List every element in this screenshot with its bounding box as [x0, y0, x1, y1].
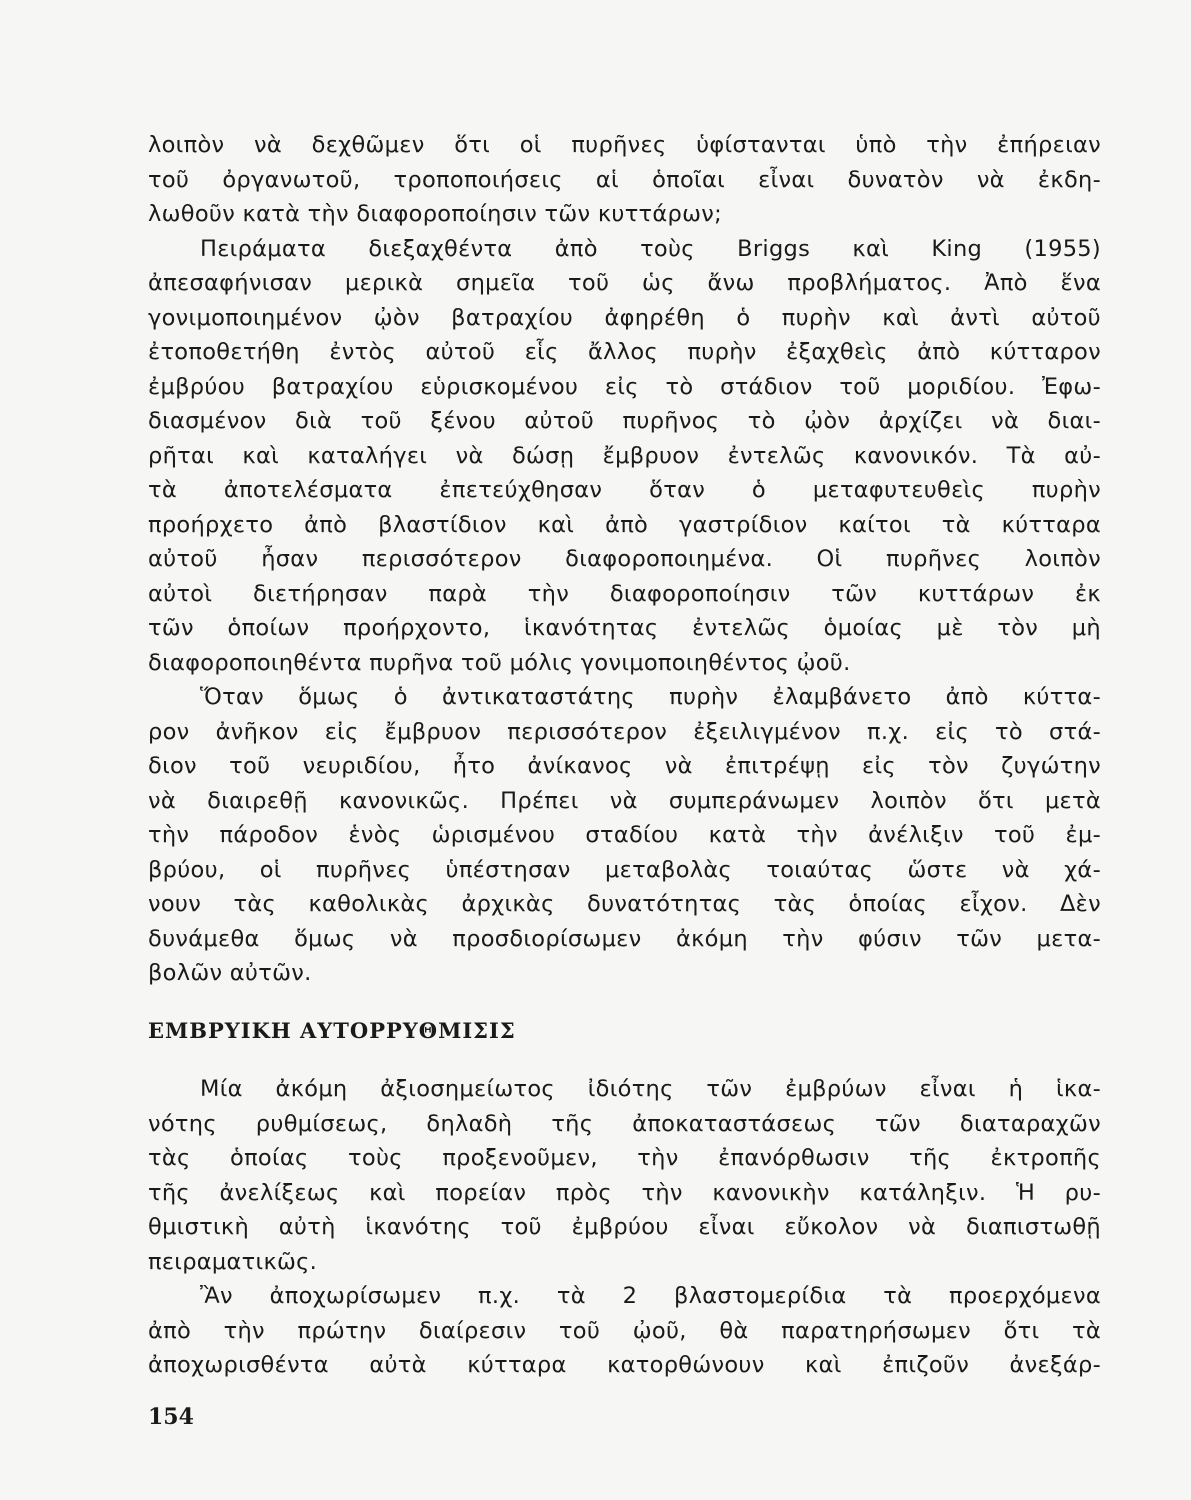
main-paragraphs: [148, 128, 1101, 991]
text-line: τὰς ὁποίας τοὺς προξενοῦμεν, τὴν ἐπανόρθωσιν τῆς ἐκτροπῆς: [148, 1145, 1101, 1171]
text-line: αὐτοῦ ἦσαν περισσότερον διαφοροποιημένα. Οἱ πυρῆνες λοιπὸν: [148, 546, 1101, 572]
text-line: ἀπὸ τὴν πρώτην διαίρεσιν τοῦ ᾠοῦ, θὰ παρατηρήσωμεν ὅτι τὰ: [148, 1317, 1101, 1344]
text-line: νουν τὰς καθολικὰς ἀρχικὰς δυνατότητας τὰς ὁποίας εἶχον. Δὲν: [148, 891, 1101, 917]
text-line: Ἂν ἀποχωρίσωμεν π.χ. τὰ 2 βλαστομερίδια τὰ προερχόμενα: [200, 1283, 1101, 1309]
text-line: τὰ ἀποτελέσματα ἐπετεύχθησαν ὅταν ὁ μεταφυτευθεὶς πυρὴν: [148, 477, 1101, 503]
text-line: δυνάμεθα ὅμως νὰ προσδιορίσωμεν ἀκόμη τὴν φύσιν τῶν μετα-: [148, 925, 1101, 952]
text-line: βολῶν αὐτῶν.: [148, 960, 312, 986]
text-line: γονιμοποιημένον ᾠὸν βατραχίου ἀφηρέθη ὁ πυρὴν καὶ ἀντὶ αὐτοῦ: [148, 304, 1101, 331]
text-line: διασμένον διὰ τοῦ ξένου αὐτοῦ πυρῆνος τὸ ᾠὸν ἀρχίζει νὰ διαι-: [148, 408, 1101, 434]
text-line: διαφοροποιηθέντα πυρῆνα τοῦ μόλις γονιμοποιηθέντος ᾠοῦ.: [148, 649, 851, 676]
text-line: ἀποχωρισθέντα αὐτὰ κύτταρα κατορθώνουν καὶ ἐπιζοῦν ἀνεξάρ-: [148, 1352, 1101, 1378]
text-line: τῶν ὁποίων προήρχοντο, ἱκανότητας ἐντελῶς ὁμοίας μὲ τὸν μὴ: [148, 615, 1101, 641]
text-line: νὰ διαιρεθῇ κανονικῶς. Πρέπει νὰ συμπεράνωμεν λοιπὸν ὅτι μετὰ: [148, 787, 1101, 814]
text-line: ρῆται καὶ καταλήγει νὰ δώσῃ ἔμβρυον ἐντελῶς κανονικόν. Τὰ αὐ-: [148, 442, 1101, 469]
text-line: Ὅταν ὅμως ὁ ἀντικαταστάτης πυρὴν ἐλαμβάνετο ἀπὸ κύττα-: [200, 684, 1101, 710]
text-line: διον τοῦ νευριδίου, ἦτο ἀνίκανος νὰ ἐπιτρέψῃ εἰς τὸν ζυγώτην: [148, 753, 1101, 779]
text-line: αὐτοὶ διετήρησαν παρὰ τὴν διαφοροποίησιν τῶν κυττάρων ἐκ: [148, 580, 1101, 607]
text-line: βρύου, οἱ πυρῆνες ὑπέστησαν μεταβολὰς τοιαύτας ὥστε νὰ χά-: [148, 856, 1101, 883]
text-line: Μία ἀκόμη ἀξιοσημείωτος ἰδιότης τῶν ἐμβρύων εἶναι ἡ ἱκα-: [200, 1076, 1101, 1102]
section-paragraphs: [148, 1072, 1101, 1383]
text-line: νότης ρυθμίσεως, δηλαδὴ τῆς ἀποκαταστάσεως τῶν διαταραχῶν: [148, 1110, 1101, 1137]
text-line: ἐμβρύου βατραχίου εὑρισκομένου εἰς τὸ στάδιον τοῦ μοριδίου. Ἐφω-: [148, 373, 1101, 400]
text-line: ρον ἀνῆκον εἰς ἔμβρυον περισσότερον ἐξειλιγμένον π.χ. εἰς τὸ στά-: [148, 718, 1101, 745]
text-line: τῆς ἀνελίξεως καὶ πορείαν πρὸς τὴν κανονικὴν κατάληξιν. Ἡ ρυ-: [148, 1179, 1101, 1206]
page-number: 154: [148, 1404, 194, 1430]
text-line: λοιπὸν νὰ δεχθῶμεν ὅτι οἱ πυρῆνες ὑφίστανται ὑπὸ τὴν ἐπήρειαν: [148, 132, 1101, 158]
text-line: τὴν πάροδον ἑνὸς ὡρισμένου σταδίου κατὰ τὴν ἀνέλιξιν τοῦ ἐμ-: [148, 822, 1101, 848]
text-line: τοῦ ὀργανωτοῦ, τροποποιήσεις αἱ ὁποῖαι εἶναι δυνατὸν νὰ ἐκδη-: [148, 166, 1101, 193]
text-line: Πειράματα διεξαχθέντα ἀπὸ τοὺς Briggs καὶ King (1955): [200, 235, 1101, 262]
text-line: ἀπεσαφήνισαν μερικὰ σημεῖα τοῦ ὡς ἄνω προβλήματος. Ἀπὸ ἕνα: [148, 270, 1101, 296]
text-line: προήρχετο ἀπὸ βλαστίδιον καὶ ἀπὸ γαστρίδιον καίτοι τὰ κύτταρα: [148, 511, 1101, 538]
text-line: ἐτοποθετήθη ἐντὸς αὐτοῦ εἷς ἄλλος πυρὴν ἐξαχθεὶς ἀπὸ κύτταρον: [148, 339, 1101, 365]
text-line: πειραματικῶς.: [148, 1248, 318, 1275]
section-heading: ΕΜΒΡΥΙΚΗ ΑΥΤΟΡΡΥΘΜΙΣΙΣ: [148, 1018, 516, 1043]
text-line: λωθοῦν κατὰ τὴν διαφοροποίησιν τῶν κυττάρων;: [148, 201, 723, 227]
text-line: θμιστικὴ αὐτὴ ἱκανότης τοῦ ἐμβρύου εἶναι εὔκολον νὰ διαπιστωθῇ: [148, 1214, 1101, 1240]
